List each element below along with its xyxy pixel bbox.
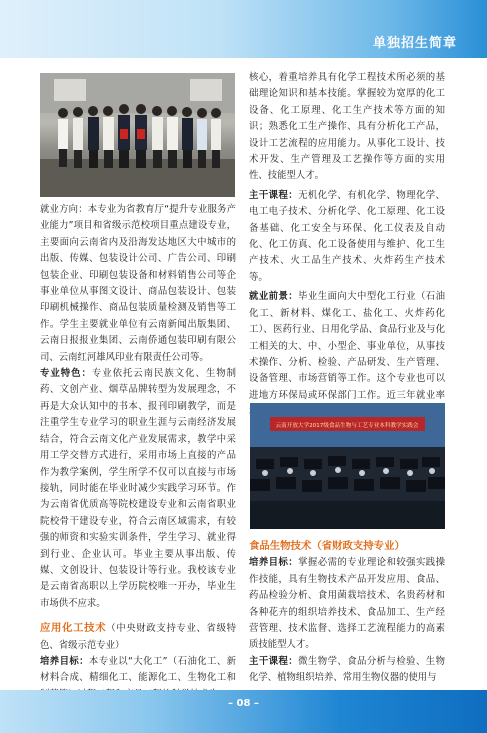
training-goal-label: 培养目标：: [40, 655, 89, 667]
training-goal-text: 本专业以“大化工”（石油化工、新材料合成、精细化工、能源化工、生物化工和: [40, 655, 236, 684]
section-title-applied-chem: 应用化工技术: [40, 622, 107, 635]
food-training-goal-label: 培养目标：: [249, 557, 299, 569]
section-heading-food-bio: [249, 538, 445, 555]
ceremony-photo-illustration: [250, 403, 445, 529]
header-title: 单独招生简章: [372, 36, 457, 51]
group-photo-illustration: [40, 73, 235, 197]
left-column: [40, 202, 236, 703]
food-training-goal-text: 掌握必需的专业理论和较强实践操作技能，具有生物技术产品开发应用、食品、药品检验分析、食用菌栽培技术、名贵药材和各种花卉的组织培养技术、食品加工、生产经营管理、技术监督、选择工艺流程能力的高素质技能型人才。: [249, 557, 445, 651]
food-main-courses-label: 主干课程：: [249, 655, 299, 667]
right-column-top: [249, 70, 445, 421]
employment-prospect-text: 毕业生面向大中型化工行业（石油化工、新材料、煤化工、盐化工、火炸药化工）、医药行业、日用化学品、食品行业及与化工相关的大、中、小型企、事业单位，从事技术操作、分析、检验、产品研发、生产管理、设备管理、市场营销等工作。这个专业也可以进地方环保局或环保部门工作。近三年就业率: [249, 291, 445, 401]
ceremony-banner-text: 云南开放大学2017级食品生物与工艺专业本科教学实践会: [275, 423, 419, 429]
main-courses-paragraph: [249, 188, 445, 286]
food-main-courses-text: 微生物学、食品分析与检验、生物化学、植物组织培养、常用生物仪器的使用与: [249, 655, 445, 684]
page-number: – 08 –: [228, 698, 259, 709]
employment-prospect-label: 就业前景：: [249, 291, 299, 303]
food-training-goal-paragraph: [249, 555, 445, 653]
right-column-bottom: [249, 538, 445, 687]
core-paragraph: 核心，着重培养具有化学工程技术所必须的基础理论知识和基本技能。掌握较为宽厚的化工设备、化工原理、化工生产技术等方面的知识；熟悉化工生产操作、具有分析化工产品，设计工艺流程的应用能力。从事化工设计、技术开发、生产管理及工艺操作等方面的实用性、技能型人才。: [249, 72, 445, 182]
footer-band: [0, 690, 487, 733]
main-courses-text: 无机化学、有机化学、物理化学、电工电子技术、分析化学、化工原理、化工设备基础、化工安全与环保、化工仪表及自动化、化工仿真、化工设备使用与维护、化工生产技术、火工品生产技术、火炸药生产技术等。: [249, 189, 445, 283]
food-main-courses-paragraph: [249, 654, 445, 687]
employment-prospect-paragraph: [249, 289, 445, 420]
main-courses-label: 主干课程：: [249, 189, 299, 201]
specialty-text: 专业依托云南民族文化、生物制药、文创产业、烟草品牌转型为发展理念，不再是大众认知中的书本、报刊印刷教学，而是注重学生专业学习的职业生涯与云南经济发展结合，符合云南文化产业发展需求，教学中采用工学交替方式进行，采用市场上直接的产品作为教学案例，学生所学不仅可以直接与市场接轨，同时能在毕业时减少实践学习环节。作为云南省优质高等院校建设专业和云南省职业院校骨干建设专业，符合云南区域需求，有较强的师资和实验实训条件，学生学习、就业得到行业、企业认可。毕业主要从事出版、传媒、文创设计、包装设计等行业。我校该专业是云南省高职以上学历院校唯一开办，毕业生市场供不应求。: [40, 368, 236, 609]
group-photo: [40, 73, 235, 197]
employment-direction-paragraph: 就业方向：本专业为省教育厅“提升专业服务产业能力”项目和省级示范校项目重点建设专业，主要面向云南省内及沿海发达地区大中城市的出版、传媒、包装设计公司、广告公司、印刷包装企业、印刷包装设备和材料销售公司等企事业单位从事图文设计、商品包装设计、包装印刷机械操作、商品包装质量检测及销售等工作。学生主要就业单位有云南新闻出版集团、云南日报报业集团、云南侨通包装印刷有限公司、云南红河雄风印业有限责任公司等。: [40, 204, 236, 363]
specialty-label: 专业特色：: [40, 368, 92, 380]
ceremony-photo: [250, 403, 445, 529]
section-title-food-bio: 食品生物技术（省财政支持专业）: [249, 540, 405, 552]
section-heading-applied-chem: [40, 620, 236, 654]
section-subtitle-applied-chem: （中央财政支持专业、省级特色、省级示范专业）: [40, 623, 236, 651]
specialty-paragraph: [40, 366, 236, 612]
